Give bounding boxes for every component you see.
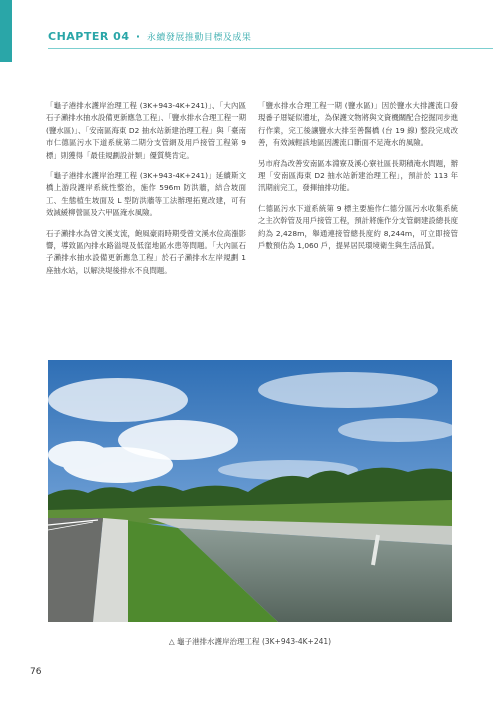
page-number: 76 [30, 667, 42, 677]
paragraph: 「龜子港排水護岸治理工程 (3K+943-4K+241)」延續斯文橋上游段護岸系統性整治，施作 596m 防洪牆，結合坡面工、生態植生坡面及 L 型防洪牆等工法辦理拓寬改建，可有效減緩柳營區及六甲區淹水風險。 [46, 171, 246, 218]
header-divider [48, 48, 493, 49]
left-text-column [46, 100, 246, 285]
project-photo [48, 360, 452, 622]
drainage-channel-photo [48, 360, 452, 622]
paragraph: 「龜子港排水護岸治理工程 (3K+943-4K+241)」、「大內區石子瀨排水抽水設備更新應急工程」、「鹽水排水合理工程一期 (鹽水區)」、「安南區海東 D2 抽水站新建治理工程」與「臺南市仁德區污水下道系統第二期分支管網及用戶接管工程第 9 標」則獲得「最佳規劃設計類」優質獎肯定。 [46, 101, 246, 160]
paragraph: 「鹽水排水合理工程一期 (鹽水區)」因於鹽水大排護流口發現番子厝疑似遺址，為保護文物將與文資機關配合挖掘同步進行作業，完工後讓鹽水大排至善醫橋 (台 19 線) 整段完成改善，有效減輕該地區因護流口斷面不足淹水的風險。 [258, 101, 458, 148]
chapter-heading: CHAPTER 04 · 永續發展推動目標及成果 [48, 30, 252, 43]
page-header [0, 0, 500, 62]
chapter-label: CHAPTER 04 [48, 30, 130, 43]
paragraph: 石子瀨排水為曾文溪支流，飽風豪雨時期受曾文溪水位高漲影響，導致區內排水路溢堤及低窪地區水患等問題。「大內區石子瀨排水抽水設備更新應急工程」於石子瀨排水左岸規劃 1 座抽水站，以解決堤後排水不良問題。 [46, 228, 246, 275]
chapter-subtitle: 永續發展推動目標及成果 [146, 33, 252, 43]
right-text-column [258, 100, 458, 260]
header-accent-bar [0, 0, 12, 62]
paragraph: 仁德區污水下道系統第 9 標主要施作仁德分區污水收集系統之主次幹管及用戶接管工程，預計將施作分支管網建設總長度約為 2,428m，舉通連接管總長度約 8,244m，可立即接管戶數預估為 1,060 戶，提昇居民環境衛生與生活品質。 [258, 203, 458, 251]
photo-caption: △ 龜子港排水護岸治理工程 (3K+943-4K+241) [168, 637, 332, 646]
paragraph: 另市府為改善安南區本淵寮及溪心寮社區長期積淹水問題，辦理「安南區海東 D2 抽水站新建治理工程」，預計於 113 年汛期前完工，發揮抽排功能。 [258, 158, 458, 193]
